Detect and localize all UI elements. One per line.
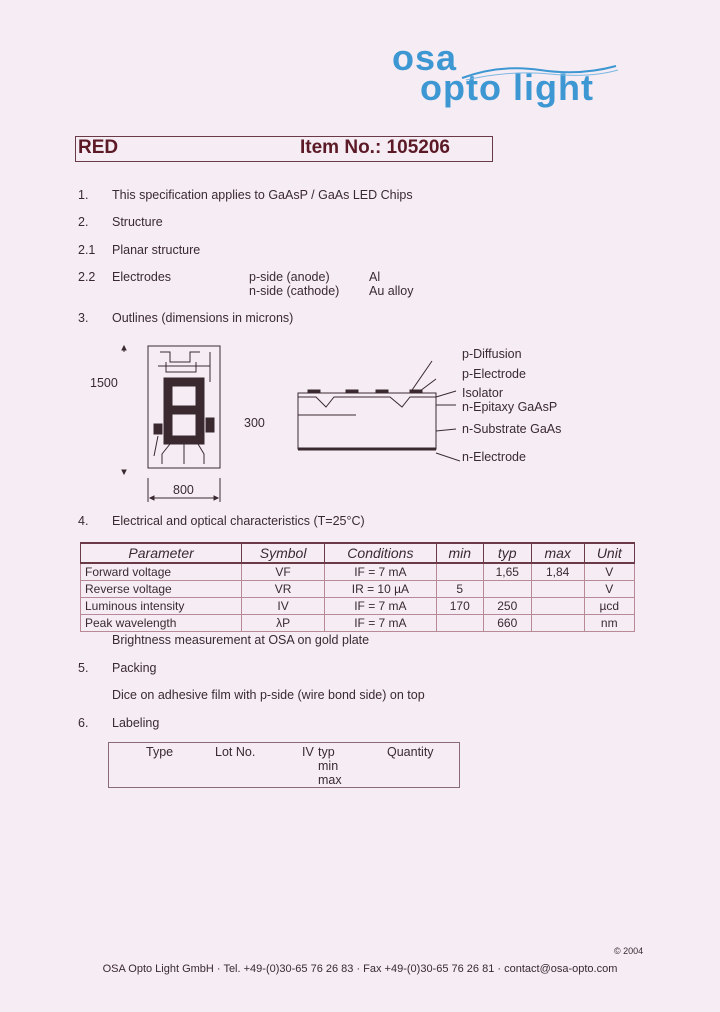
section-6-num: 6. bbox=[78, 716, 89, 730]
cell-min bbox=[436, 563, 483, 581]
cell-symbol: IV bbox=[242, 598, 325, 615]
cell-conditions: IR = 10 µA bbox=[325, 581, 437, 598]
cell-parameter: Luminous intensity bbox=[81, 598, 242, 615]
table-row bbox=[81, 615, 635, 632]
section-6-text: Labeling bbox=[112, 716, 160, 730]
cell-parameter: Peak wavelength bbox=[81, 615, 242, 632]
section-2-2-text: Electrodes bbox=[112, 270, 172, 284]
cell-parameter: Reverse voltage bbox=[81, 581, 242, 598]
table-header-row bbox=[81, 543, 635, 563]
header-conditions: Conditions bbox=[325, 543, 437, 563]
product-color: RED bbox=[78, 137, 119, 158]
footer-contact: OSA Opto Light GmbH · Tel. +49-(0)30-65 76 26 83 · Fax +49-(0)30-65 76 26 81 · contact@osa-opto.com bbox=[102, 963, 618, 975]
header-typ: typ bbox=[483, 543, 531, 563]
section-4-text: Electrical and optical characteristics (T=25°C) bbox=[112, 514, 365, 528]
cell-unit: V bbox=[584, 563, 634, 581]
label-quantity: Quantity bbox=[387, 745, 434, 759]
p-side-label: p-side (anode) bbox=[249, 270, 330, 284]
cell-conditions: IF = 7 mA bbox=[325, 598, 437, 615]
cell-max bbox=[531, 598, 584, 615]
cell-min: 170 bbox=[436, 598, 483, 615]
layer-isolator: Isolator bbox=[462, 386, 503, 400]
label-typ: typ bbox=[318, 745, 335, 759]
cell-unit: µcd bbox=[584, 598, 634, 615]
logo-osa: osa bbox=[392, 37, 458, 78]
cell-max bbox=[531, 581, 584, 598]
header-symbol: Symbol bbox=[242, 543, 325, 563]
section-1-num: 1. bbox=[78, 188, 89, 202]
chip-top-view-diagram bbox=[110, 340, 230, 505]
dim-thickness: 300 bbox=[244, 416, 265, 430]
section-3-text: Outlines (dimensions in microns) bbox=[112, 311, 294, 325]
cell-conditions: IF = 7 mA bbox=[325, 563, 437, 581]
section-2-num: 2. bbox=[78, 215, 89, 229]
dim-height: 1500 bbox=[90, 376, 118, 390]
label-iv: IV bbox=[302, 745, 314, 759]
cell-typ bbox=[483, 581, 531, 598]
section-5-num: 5. bbox=[78, 661, 89, 675]
layer-n-substrate: n-Substrate GaAs bbox=[462, 422, 562, 436]
cell-symbol: λP bbox=[242, 615, 325, 632]
label-lot: Lot No. bbox=[215, 745, 256, 759]
header-parameter: Parameter bbox=[81, 543, 242, 563]
section-2-2-num: 2.2 bbox=[78, 270, 96, 284]
layer-n-epitaxy: n-Epitaxy GaAsP bbox=[462, 400, 558, 414]
layer-n-electrode: n-Electrode bbox=[462, 450, 526, 464]
section-2-1-num: 2.1 bbox=[78, 243, 96, 257]
table-note: Brightness measurement at OSA on gold plate bbox=[112, 633, 370, 647]
cell-typ: 250 bbox=[483, 598, 531, 615]
cell-max: 1,84 bbox=[531, 563, 584, 581]
cell-conditions: IF = 7 mA bbox=[325, 615, 437, 632]
section-2-text: Structure bbox=[112, 215, 163, 229]
section-3-num: 3. bbox=[78, 311, 89, 325]
cell-symbol: VR bbox=[242, 581, 325, 598]
layer-p-diffusion: p-Diffusion bbox=[462, 347, 522, 361]
cell-typ: 660 bbox=[483, 615, 531, 632]
cell-parameter: Forward voltage bbox=[81, 563, 242, 581]
chip-cross-section-diagram bbox=[260, 345, 460, 475]
table-row bbox=[81, 563, 635, 581]
cell-symbol: VF bbox=[242, 563, 325, 581]
cell-min bbox=[436, 615, 483, 632]
logo-swoosh-icon bbox=[460, 62, 620, 82]
packing-detail: Dice on adhesive film with p-side (wire bond side) on top bbox=[112, 688, 425, 702]
cell-typ: 1,65 bbox=[483, 563, 531, 581]
item-number: Item No.: 105206 bbox=[300, 137, 450, 158]
n-side-label: n-side (cathode) bbox=[249, 284, 340, 298]
table-row bbox=[81, 598, 635, 615]
layer-p-electrode: p-Electrode bbox=[462, 367, 526, 381]
header-min: min bbox=[436, 543, 483, 563]
header-max: max bbox=[531, 543, 584, 563]
section-2-1-text: Planar structure bbox=[112, 243, 201, 257]
label-type: Type bbox=[146, 745, 174, 759]
label-max: max bbox=[318, 773, 342, 787]
cell-min: 5 bbox=[436, 581, 483, 598]
cell-unit: V bbox=[584, 581, 634, 598]
section-1-text: This specification applies to GaAsP / GaAs LED Chips bbox=[112, 188, 413, 202]
cell-max bbox=[531, 615, 584, 632]
cell-unit: nm bbox=[584, 615, 634, 632]
n-side-material: Au alloy bbox=[369, 284, 414, 298]
dim-width: 800 bbox=[173, 483, 194, 497]
section-5-text: Packing bbox=[112, 661, 157, 675]
label-min: min bbox=[318, 759, 339, 773]
logo-opto-light: opto light bbox=[420, 67, 594, 108]
header-unit: Unit bbox=[584, 543, 634, 563]
characteristics-table bbox=[80, 542, 635, 632]
table-row bbox=[81, 581, 635, 598]
p-side-material: Al bbox=[369, 270, 381, 284]
section-4-num: 4. bbox=[78, 514, 89, 528]
copyright: © 2004 bbox=[614, 946, 644, 956]
